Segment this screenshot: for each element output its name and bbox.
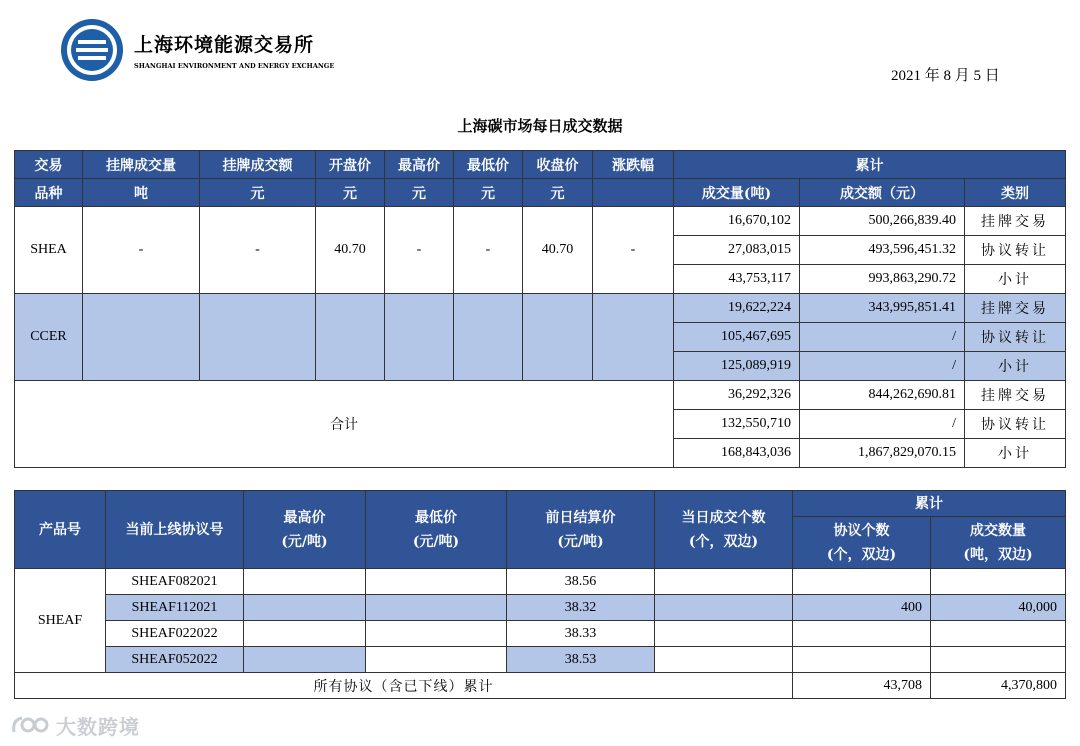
open-price: 40.70: [316, 207, 385, 294]
header-cum-count: 协议个数 (个，双边): [793, 517, 931, 569]
futures-contract-table: [14, 490, 1066, 699]
header-settle: 前日结算价 (元/吨): [507, 491, 655, 569]
high-price: [244, 595, 366, 621]
table-row: [15, 647, 1066, 673]
header-listed-volume: 挂牌成交量: [83, 151, 200, 179]
table-row: [15, 569, 1066, 595]
close-price: 40.70: [523, 207, 593, 294]
cum-type: 小计: [965, 265, 1066, 294]
cum-type: 挂牌交易: [965, 294, 1066, 323]
header-product: 交易: [15, 151, 83, 179]
cum-volume: 168,843,036: [674, 439, 800, 468]
unit-listed-amount: 元: [200, 179, 316, 207]
contract-id: SHEAF082021: [106, 569, 244, 595]
contract-id: SHEAF022022: [106, 621, 244, 647]
cum-volume: 105,467,695: [674, 323, 800, 352]
cum-amount: 493,596,451.32: [800, 236, 965, 265]
cum-volume: 43,753,117: [674, 265, 800, 294]
org-name-en: SHANGHAI ENVIRONMENT AND ENERGY EXCHANGE: [134, 62, 335, 70]
header-low: 最低价 (元/吨): [366, 491, 507, 569]
high-price: [244, 569, 366, 595]
cum-count: 400: [793, 595, 931, 621]
table-total-row: [15, 673, 1066, 699]
high-price: [244, 621, 366, 647]
cum-count: [793, 569, 931, 595]
settle-price: 38.32: [507, 595, 655, 621]
report-date: 2021 年 8 月 5 日: [891, 68, 1000, 84]
low-price: [366, 569, 507, 595]
watermark-icon: [10, 714, 50, 736]
header-high: 最高价 (元/吨): [244, 491, 366, 569]
cum-volume: 132,550,710: [674, 410, 800, 439]
low-price: -: [454, 207, 523, 294]
total-qty: 4,370,800: [931, 673, 1066, 699]
cum-volume: 27,083,015: [674, 236, 800, 265]
settle-price: 38.56: [507, 569, 655, 595]
change: -: [593, 207, 674, 294]
cum-volume: 16,670,102: [674, 207, 800, 236]
daily-trade-table: [14, 150, 1066, 468]
contract-id: SHEAF112021: [106, 595, 244, 621]
header-product-2: 品种: [15, 179, 83, 207]
table-row: [15, 595, 1066, 621]
watermark: [10, 710, 140, 740]
product-name: SHEA: [15, 207, 83, 294]
cum-count: [793, 647, 931, 673]
header-cumulative: 累计: [674, 151, 1066, 179]
high-price: [244, 647, 366, 673]
unit-low: 元: [454, 179, 523, 207]
unit-open: 元: [316, 179, 385, 207]
table-row: [15, 621, 1066, 647]
high-price: -: [385, 207, 454, 294]
daily-count: [655, 595, 793, 621]
total-count: 43,708: [793, 673, 931, 699]
header-listed-amount: 挂牌成交额: [200, 151, 316, 179]
contract-id: SHEAF052022: [106, 647, 244, 673]
cum-type: 协议转让: [965, 323, 1066, 352]
table-row: [15, 381, 1066, 410]
cum-amount: /: [800, 410, 965, 439]
header-cum-amount: 成交额（元）: [800, 179, 965, 207]
cum-amount: /: [800, 323, 965, 352]
table-row: [15, 294, 1066, 323]
cum-volume: 19,622,224: [674, 294, 800, 323]
watermark-text: 大数跨境: [56, 714, 140, 739]
cum-volume: 36,292,326: [674, 381, 800, 410]
low-price: [454, 294, 523, 381]
cum-type: 挂牌交易: [965, 207, 1066, 236]
header-daily-count: 当日成交个数 (个，双边): [655, 491, 793, 569]
org-name-cn: 上海环境能源交易所: [134, 34, 315, 56]
cum-volume: 125,089,919: [674, 352, 800, 381]
header-low: 最低价: [454, 151, 523, 179]
change: [593, 294, 674, 381]
exchange-logo: [60, 18, 124, 82]
header-product: 产品号: [15, 491, 106, 569]
low-price: [366, 595, 507, 621]
unit-high: 元: [385, 179, 454, 207]
cum-qty: [931, 647, 1066, 673]
header-cum-volume: 成交量(吨): [674, 179, 800, 207]
unit-change: [593, 179, 674, 207]
close-price: [523, 294, 593, 381]
cum-amount: 500,266,839.40: [800, 207, 965, 236]
header-change: 涨跌幅: [593, 151, 674, 179]
cum-qty: [931, 621, 1066, 647]
daily-count: [655, 621, 793, 647]
cum-qty: [931, 569, 1066, 595]
cum-type: 小计: [965, 439, 1066, 468]
cum-qty: 40,000: [931, 595, 1066, 621]
open-price: [316, 294, 385, 381]
total-label: 所有协议（含已下线）累计: [15, 673, 793, 699]
header-close: 收盘价: [523, 151, 593, 179]
cum-type: 挂牌交易: [965, 381, 1066, 410]
listed-volume: -: [83, 207, 200, 294]
cum-type: 小计: [965, 352, 1066, 381]
daily-count: [655, 569, 793, 595]
listed-amount: [200, 294, 316, 381]
header-open: 开盘价: [316, 151, 385, 179]
cum-amount: 343,995,851.41: [800, 294, 965, 323]
page-title: 上海碳市场每日成交数据: [457, 117, 623, 135]
table-row: [15, 207, 1066, 236]
header-contract: 当前上线协议号: [106, 491, 244, 569]
low-price: [366, 647, 507, 673]
settle-price: 38.33: [507, 621, 655, 647]
cum-amount: 844,262,690.81: [800, 381, 965, 410]
settle-price: 38.53: [507, 647, 655, 673]
cum-amount: 1,867,829,070.15: [800, 439, 965, 468]
header-cum-type: 类别: [965, 179, 1066, 207]
header-high: 最高价: [385, 151, 454, 179]
cum-type: 协议转让: [965, 236, 1066, 265]
header-cumulative: 累计: [793, 491, 1066, 517]
unit-listed-volume: 吨: [83, 179, 200, 207]
cum-amount: /: [800, 352, 965, 381]
listed-volume: [83, 294, 200, 381]
total-label: 合计: [15, 381, 674, 468]
header-cum-qty: 成交数量 (吨，双边): [931, 517, 1066, 569]
unit-close: 元: [523, 179, 593, 207]
cum-count: [793, 621, 931, 647]
product-name: SHEAF: [15, 569, 106, 673]
daily-count: [655, 647, 793, 673]
product-name: CCER: [15, 294, 83, 381]
low-price: [366, 621, 507, 647]
cum-type: 协议转让: [965, 410, 1066, 439]
listed-amount: -: [200, 207, 316, 294]
cum-amount: 993,863,290.72: [800, 265, 965, 294]
high-price: [385, 294, 454, 381]
